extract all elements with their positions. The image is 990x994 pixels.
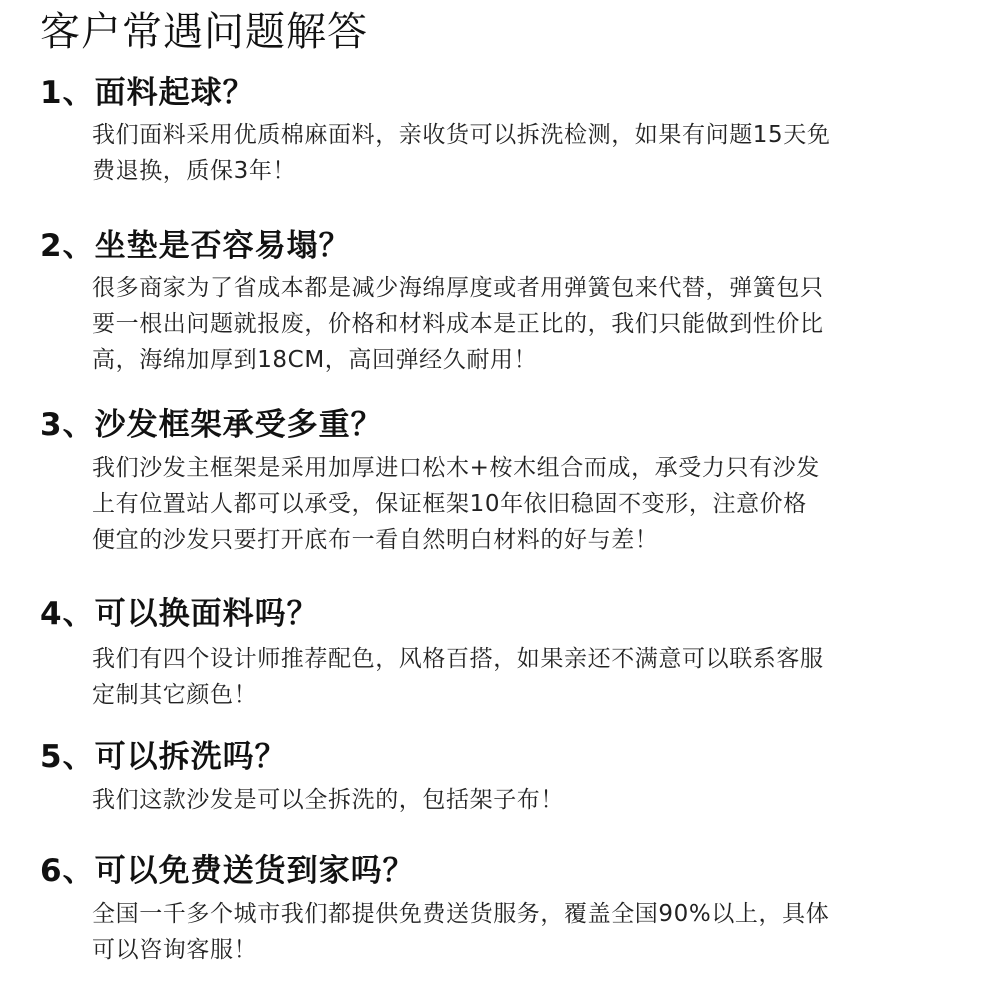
faq-answer-2-line-1: 很多商家为了省成本都是减少海绵厚度或者用弹簧包来代替，弹簧包只	[92, 275, 824, 301]
faq-answer-6-line-2: 可以咨询客服！	[92, 937, 258, 963]
faq-answer-4-line-2: 定制其它颜色！	[92, 682, 258, 708]
page-title: 客户常遇问题解答	[40, 9, 368, 55]
faq-answer-1	[92, 117, 942, 189]
faq-answer-6	[92, 896, 942, 968]
faq-answer-3-line-2: 上有位置站人都可以承受，保证框架10年依旧稳固不变形，注意价格	[92, 491, 807, 517]
faq-answer-1-line-2: 费退换，质保3年！	[92, 158, 297, 184]
faq-answer-6-line-1: 全国一千多个城市我们都提供免费送货服务，覆盖全国90%以上，具体	[92, 901, 830, 927]
faq-answer-5	[92, 782, 942, 818]
faq-answer-2-line-2: 要一根出问题就报废，价格和材料成本是正比的，我们只能做到性价比	[92, 311, 824, 337]
faq-answer-3-line-3: 便宜的沙发只要打开底布一看自然明白材料的好与差！	[92, 527, 659, 553]
faq-answer-5-line-1: 我们这款沙发是可以全拆洗的，包括架子布！	[92, 787, 564, 813]
faq-answer-1-line-1: 我们面料采用优质棉麻面料，亲收货可以拆洗检测，如果有问题15天免	[92, 122, 831, 148]
faq-answer-2-line-3: 高，海绵加厚到18CM，高回弹经久耐用！	[92, 347, 538, 373]
faq-answer-3	[92, 450, 942, 558]
faq-answer-4	[92, 641, 942, 713]
faq-question-4: 4、可以换面料吗？	[40, 596, 319, 632]
faq-question-2: 2、坐垫是否容易塌？	[40, 228, 351, 264]
faq-question-3: 3、沙发框架承受多重？	[40, 407, 383, 443]
faq-question-1: 1、面料起球？	[40, 75, 255, 111]
faq-question-5: 5、可以拆洗吗？	[40, 739, 287, 775]
faq-answer-3-line-1: 我们沙发主框架是采用加厚进口松木+桉木组合而成，承受力只有沙发	[92, 455, 820, 481]
faq-answer-2	[92, 270, 942, 378]
faq-question-6: 6、可以免费送货到家吗？	[40, 853, 415, 889]
faq-answer-4-line-1: 我们有四个设计师推荐配色，风格百搭，如果亲还不满意可以联系客服	[92, 646, 824, 672]
